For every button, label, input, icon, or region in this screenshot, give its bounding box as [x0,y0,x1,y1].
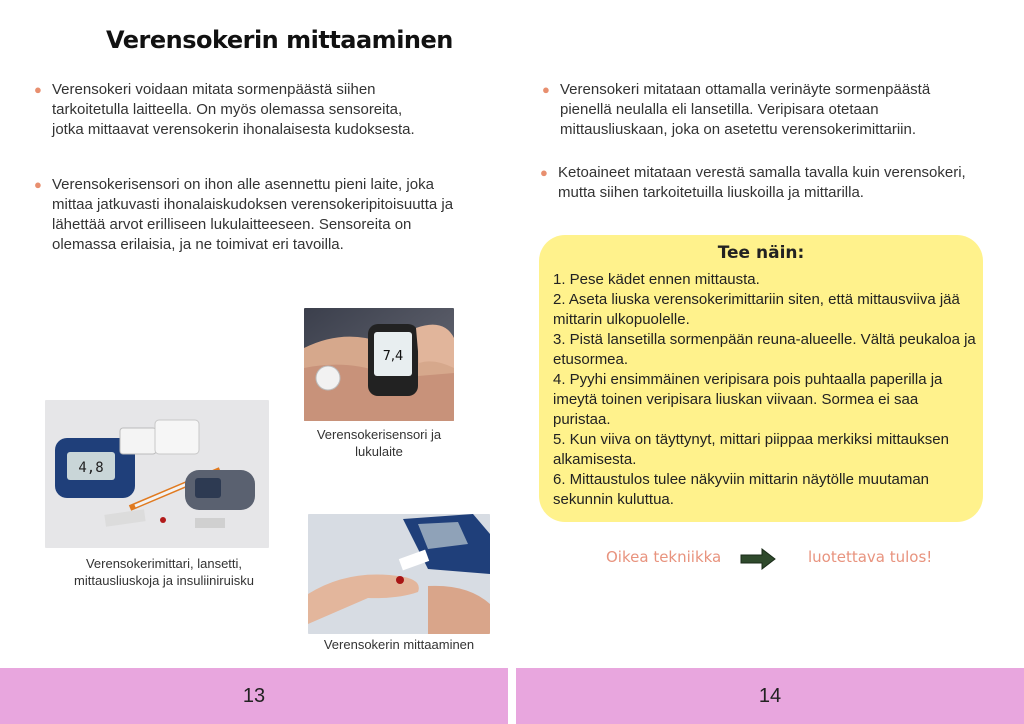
page-gutter [508,0,516,724]
page-number-left: 13 [0,668,508,724]
technique-left: Oikea tekniikka [606,548,722,566]
howto-step: 1. Pese kädet ennen mittausta. [553,271,760,288]
sensor-reading: 7,4 [382,349,404,364]
meter-kit-photo [45,400,269,548]
bullet-text: Verensokeri mitataan ottamalla verinäyte sormenpäästä pienellä neulalla eli lansetilla. Veripisara otetaan mittausliuskaan, joka on asetettu verensokerimittariin. [560,81,931,138]
howto-step: 2. Aseta liuska verensokerimittariin siten, että mittausviiva jää mittarin ulkopuolelle. [553,291,960,328]
meter-kit-caption: Verensokerimittari, lansetti, mittausliuskoja ja insuliiniruisku [74,556,254,588]
bullet-item [542,80,960,140]
left-page [0,0,508,724]
bullet-item [34,175,454,255]
kit-reading: 4,8 [78,460,104,476]
bullet-text: Verensokeri voidaan mitata sormenpäästä siihen tarkoitetulla laitteella. On myös olemassa sensoreita, jotka mittaavat verensokerin ihonalaisesta kudoksesta. [52,81,415,138]
measuring-photo [308,514,490,634]
howto-step: 5. Kun viiva on täyttynyt, mittari piippaa merkiksi mittauksen alkamisesta. [553,431,949,468]
bullet-text: Ketoaineet mitataan verestä samalla tavalla kuin verensokeri, mutta siihen tarkoitetuilla liuskoilla ja mittarilla. [558,164,966,201]
bullet-icon: ● [34,177,42,192]
howto-steps [553,270,979,510]
bullet-item [34,80,432,140]
page-number-right: 14 [516,668,1024,724]
bullet-icon: ● [542,82,550,97]
bullet-text: Verensokerisensori on ihon alle asennettu pieni laite, joka mittaa jatkuvasti ihonalaiskudoksen verensokeripitoisuutta ja lähettää arvot erilliseen lukulaitteeseen. Sensoreita on olemassa erilaisia, ja ne toimivat eri tavoilla. [52,176,454,253]
bullet-icon: ● [34,82,42,97]
howto-step: 3. Pistä lansetilla sormenpään reuna-alueelle. Vältä peukaloa ja etusormea. [553,331,976,368]
technique-right: luotettava tulos! [808,548,933,566]
right-arrow-icon [740,548,776,575]
sensor-photo [304,308,454,421]
howto-step: 6. Mittaustulos tulee näkyviin mittarin näytölle muutaman sekunnin kuluttua. [553,471,930,508]
howto-box [539,235,983,522]
page-title: Verensokerin mittaaminen [106,26,453,54]
sensor-caption: Verensokerisensori ja lukulaite [316,427,442,459]
bullet-icon: ● [540,165,548,180]
measuring-caption: Verensokerin mittaaminen [323,637,475,652]
howto-step: 4. Pyyhi ensimmäinen veripisara pois puhtaalla paperilla ja imeytä toinen veripisara liuskan viivaan. Sormea ei saa puristaa. [553,371,943,428]
bullet-item [540,163,978,203]
howto-title: Tee näin: [717,243,805,263]
